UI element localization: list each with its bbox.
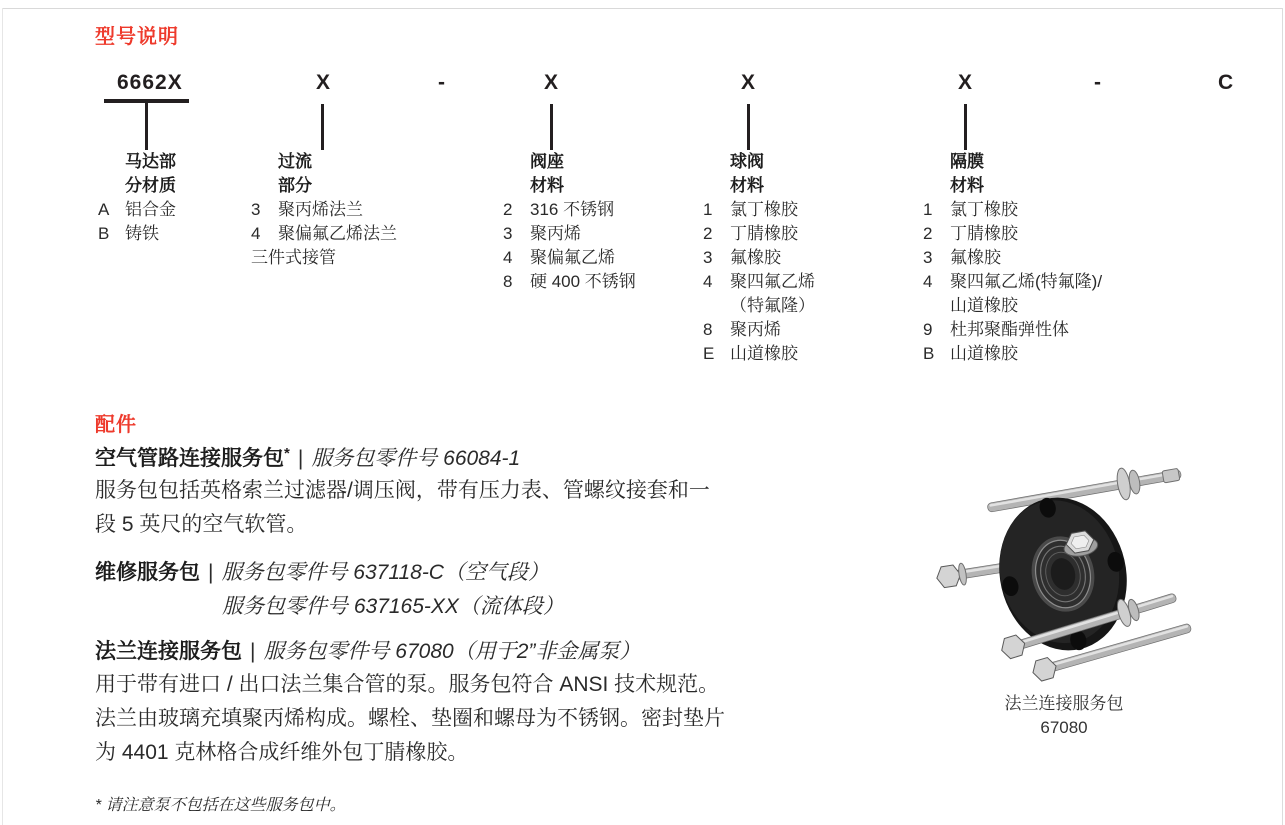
kit-separator: | [250,640,256,663]
model-section-title: 型号说明 [95,26,179,48]
option-row [503,246,683,270]
option-row [703,198,893,222]
model-column-seat-material [503,150,683,294]
option-wrap-row [923,294,1183,318]
option-row [503,270,683,294]
connector-line-5 [964,104,967,150]
column-header-row [503,174,683,198]
option-row [251,198,461,222]
column-header: 阀座 [530,152,564,171]
connector-line-3 [550,104,553,150]
kit-repair-part2 [222,590,564,620]
option-label: 铸铁 [125,224,159,243]
column-header-row [703,174,893,198]
page-edge-left [2,8,3,825]
option-code: 8 [503,272,513,291]
option-row [703,318,893,342]
option-label: 硬 400 不锈钢 [530,272,636,291]
option-row [98,198,258,222]
option-code: 4 [703,272,713,291]
option-row [98,222,258,246]
kit-part-number: 服务包零件号 637165-XX（流体段） [222,595,564,618]
option-row [703,246,893,270]
option-code: 2 [703,224,713,243]
column-header: 过流 [278,152,312,171]
model-code-x1: X [316,71,332,94]
option-row [503,198,683,222]
connector-line-4 [747,104,750,150]
option-row [923,222,1183,246]
option-label: 聚四氟乙烯(特氟隆)/ [950,272,1103,291]
kit-name: 法兰连接服务包 [95,640,242,663]
column-header-row [251,174,461,198]
accessories-section-title: 配件 [95,414,137,436]
option-row [923,198,1183,222]
column-header: 球阀 [730,152,764,171]
option-code: 3 [251,200,261,219]
option-label: 杜邦聚酯弹性体 [950,320,1069,339]
column-header: 部分 [278,176,312,195]
option-code: 3 [503,224,513,243]
model-column-ball-material [703,150,893,366]
model-code-prefix: 6662X [117,71,183,94]
description-line: 法兰由玻璃充填聚丙烯构成。螺栓、垫圈和螺母为不锈钢。密封垫片 [95,707,725,730]
column-header: 马达部 [125,152,176,171]
footnote: * 请注意泵不包括在这些服务包中。 [95,797,346,814]
column-header: 隔膜 [950,152,984,171]
option-code: A [98,200,110,219]
option-label: 氯丁橡胶 [730,200,798,219]
kit-part-number: 服务包零件号 67080（用于2”非金属泵） [263,640,641,663]
kit-air-line-title [95,442,520,472]
option-code: 4 [251,224,261,243]
column-header-row [503,150,683,174]
model-column-motor-material [98,150,258,246]
option-label: 聚丙烯法兰 [278,200,363,219]
option-code: E [703,344,715,363]
column-header: 分材质 [125,176,176,195]
description-line: 为 4401 克林格合成纤维外包丁腈橡胶。 [95,741,469,764]
model-code-x4: X [958,71,974,94]
kit-flange-title [95,635,640,665]
kit-part-number: 服务包零件号 637118-C（空气段） [221,561,549,584]
column-header-row [923,150,1183,174]
option-label-line2: （特氟隆） [730,296,815,315]
connector-line-2 [321,104,324,150]
option-code: 2 [923,224,933,243]
option-label: 氟橡胶 [730,248,781,267]
figure-caption [930,692,1198,740]
model-code-dash2: - [1094,71,1102,94]
option-label: 聚偏氟乙烯法兰 [278,224,397,243]
figure-part-number: 67080 [1040,718,1088,737]
kit-air-line-description [95,474,710,542]
option-code: 1 [703,200,713,219]
option-label: 316 不锈钢 [530,200,615,219]
option-row [703,342,893,366]
description-line: 段 5 英尺的空气软管。 [95,513,308,536]
kit-separator: | [297,447,304,470]
column-header: 材料 [530,176,564,195]
option-row [923,342,1183,366]
column-header-row [251,150,461,174]
option-code: 4 [923,272,933,291]
column-header-row [98,174,258,198]
option-label: 山道橡胶 [730,344,798,363]
description-line: 服务包包括英格索兰过滤器/调压阀，带有压力表、管螺纹接套和一 [95,479,710,502]
option-row [923,246,1183,270]
option-label: 氟橡胶 [950,248,1001,267]
model-column-diaphragm-material [923,150,1183,366]
option-code: 4 [503,248,513,267]
option-row [923,318,1183,342]
option-code: 3 [923,248,933,267]
model-code-x3: X [741,71,757,94]
column-header-row [98,150,258,174]
option-note: 三件式接管 [251,248,336,267]
option-row [503,222,683,246]
model-code-suffix: C [1218,71,1235,94]
option-code: 8 [703,320,713,339]
flange-kit-image [928,446,1200,692]
kit-repair-title [95,556,549,586]
option-label: 聚四氟乙烯 [730,272,815,291]
kit-asterisk: * [284,445,290,462]
column-header-row [703,150,893,174]
option-label: 聚丙烯 [530,224,581,243]
option-label: 丁腈橡胶 [950,224,1018,243]
option-label: 聚丙烯 [730,320,781,339]
option-label: 山道橡胶 [950,344,1018,363]
option-label: 氯丁橡胶 [950,200,1018,219]
option-label: 聚偏氟乙烯 [530,248,615,267]
option-code: 1 [923,200,933,219]
figure-caption-text: 法兰连接服务包 [1004,694,1124,713]
model-column-wetted-section [251,150,461,270]
connector-line-1 [145,102,148,150]
option-wrap-row [703,294,893,318]
option-row [251,222,461,246]
option-label: 铝合金 [125,200,176,219]
column-header-row [923,174,1183,198]
option-code: B [98,224,110,243]
option-row [703,270,893,294]
kit-flange-description [95,668,725,770]
kit-part-number: 服务包零件号 66084-1 [311,447,521,470]
column-header: 材料 [950,176,984,195]
option-row [923,270,1183,294]
option-row [703,222,893,246]
option-code: 3 [703,248,713,267]
kit-name: 空气管路连接服务包 [95,447,284,470]
column-header: 材料 [730,176,764,195]
option-code: 2 [503,200,513,219]
option-code: B [923,344,935,363]
page-edge-top [2,8,1283,9]
model-code-x2: X [544,71,560,94]
option-label-line2: 山道橡胶 [950,296,1018,315]
option-note-row [251,246,461,270]
page-edge-right [1282,8,1283,825]
kit-name: 维修服务包 [95,561,200,584]
model-code-dash1: - [438,71,446,94]
option-label: 丁腈橡胶 [730,224,798,243]
kit-separator: | [208,561,214,584]
option-code: 9 [923,320,933,339]
description-line: 用于带有进口 / 出口法兰集合管的泵。服务包符合 ANSI 技术规范。 [95,673,720,696]
